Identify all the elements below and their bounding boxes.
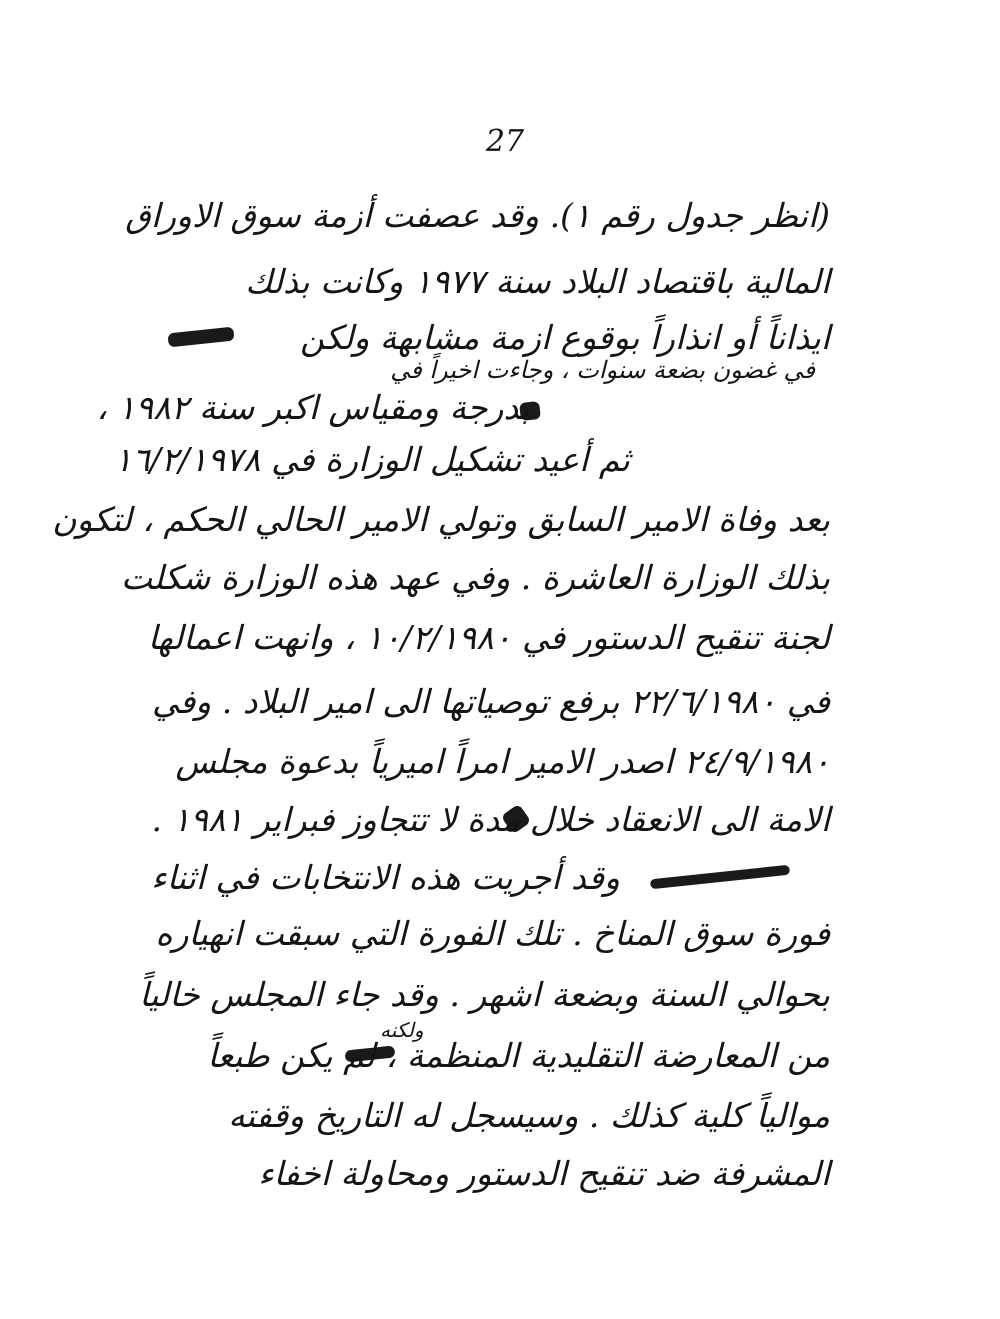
page-number: 27 — [485, 124, 525, 159]
text-line-12: وقد أجريت هذه الانتخابات في اثناء — [151, 858, 620, 897]
text-line-2: المالية باقتصاد البلاد سنة ١٩٧٧ وكانت بذلك — [245, 262, 830, 301]
text-line-14: بحوالي السنة وبضعة اشهر . وقد جاء المجلس خالياً — [139, 975, 830, 1014]
text-line-3-insertion: في غضون بضعة سنوات ، وجاءت اخيراً في — [390, 356, 815, 384]
text-line-5: ثم أعيد تشكيل الوزارة في ١٦/٢/١٩٧٨ — [114, 440, 630, 479]
text-line-7: بذلك الوزارة العاشرة . وفي عهد هذه الوزارة شكلت — [121, 558, 830, 597]
inserted-word: ولكنه — [380, 1018, 424, 1042]
text-line-6: بعد وفاة الامير السابق وتولي الامير الحالي الحكم ، لتكون — [52, 500, 830, 539]
text-line-13: فورة سوق المناخ . تلك الفورة التي سبقت انهياره — [155, 914, 830, 953]
text-line-8: لجنة تنقيح الدستور في ١٠/٢/١٩٨٠ ، وانهت اعمالها — [147, 618, 830, 657]
text-line-3: ايذاناً أو انذاراً بوقوع ازمة مشابهة ولكن — [300, 318, 830, 357]
text-line-15: من المعارضة التقليدية المنظمة ، لم يكن طبعاً — [207, 1036, 830, 1075]
text-line-1: (انظر جدول رقم ١). وقد عصفت أزمة سوق الاوراق — [125, 196, 830, 235]
text-line-11: الامة الى الانعقاد خلال مدة لا تتجاوز فبراير ١٩٨١ . — [151, 800, 830, 839]
text-line-10: ٢٤/٩/١٩٨٠ اصدر الامير امراً اميرياً بدعوة مجلس — [175, 742, 830, 781]
text-line-9: في ٢٢/٦/١٩٨٠ برفع توصياتها الى امير البلاد . وفي — [152, 682, 830, 721]
text-line-17: المشرفة ضد تنقيح الدستور ومحاولة اخفاء — [258, 1154, 830, 1193]
text-line-4: بدرجة ومقياس اكبر سنة ١٩٨٢ ، — [96, 388, 530, 427]
crossed-out-word-2 — [650, 865, 790, 890]
text-line-16: موالياً كلية كذلك . وسيسجل له التاريخ وقفته — [228, 1096, 830, 1135]
